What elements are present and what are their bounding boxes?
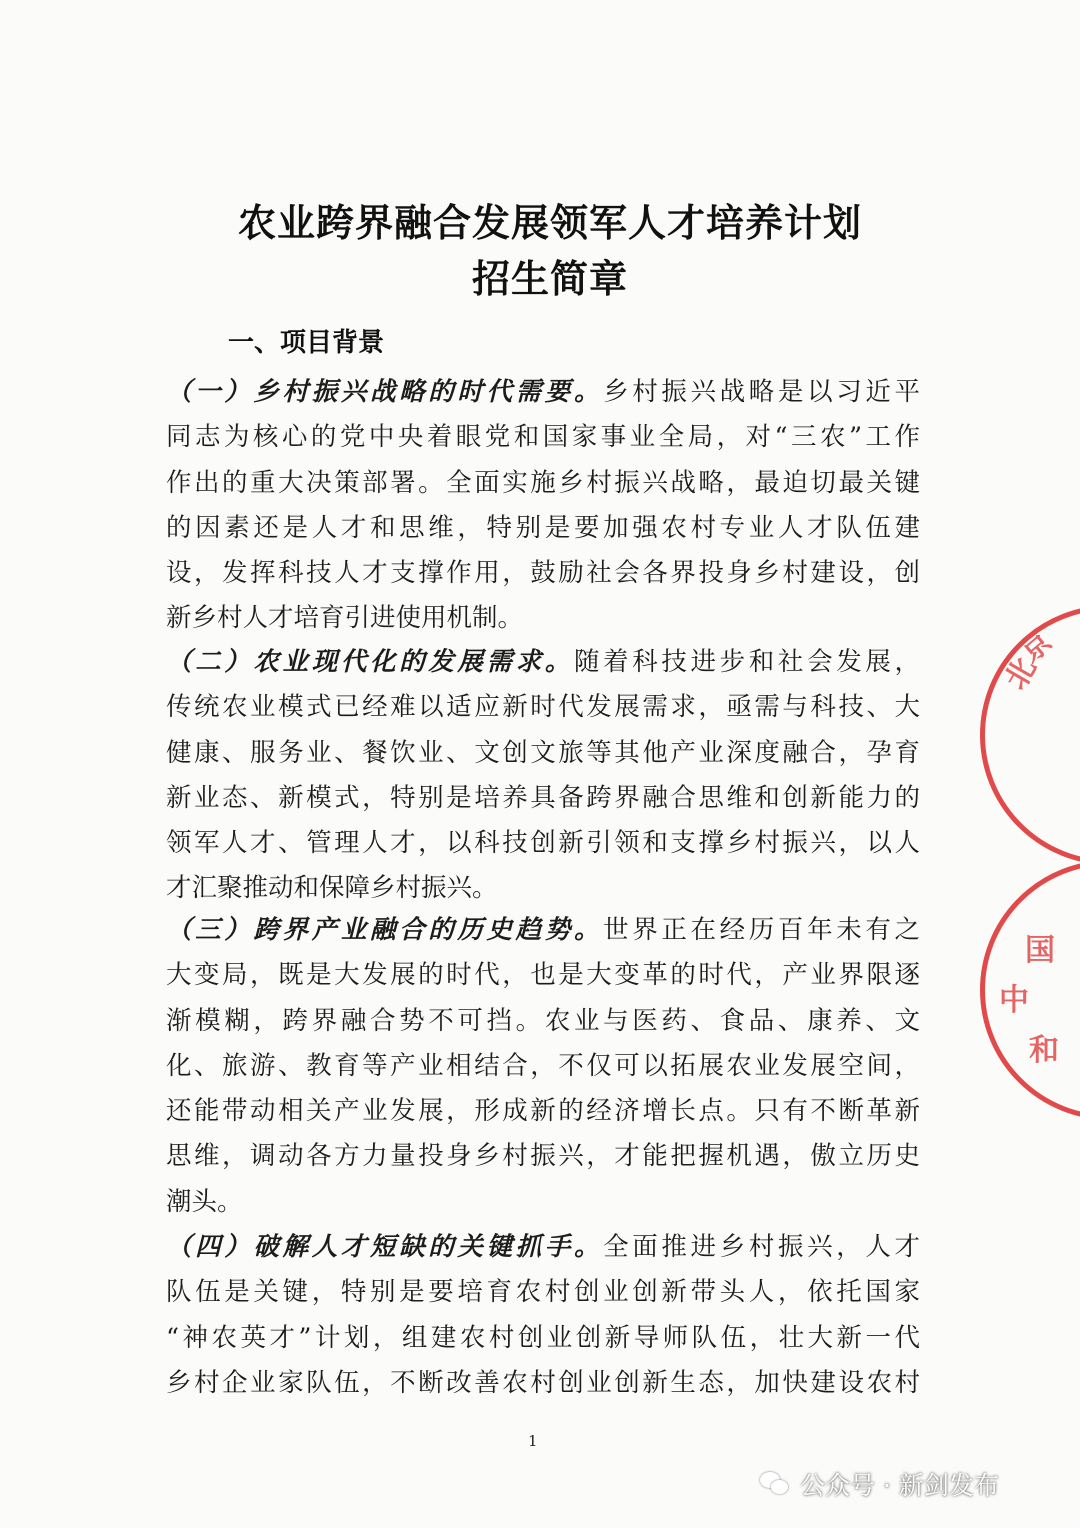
document-title: 农业跨界融合发展领军人才培养计划	[237, 201, 862, 245]
text-line: “神农英才”计划，组建农村创业创新导师队伍，壮大新一代	[166, 1322, 920, 1353]
text-line: 同志为核心的党中央着眼党和国家事业全局，对“三农”工作	[166, 422, 920, 453]
text-line: 思维，调动各方力量投身乡村振兴，才能把握机遇，傲立历史	[166, 1141, 920, 1172]
text-line: 领军人才、管理人才，以科技创新引领和支撑乡村振兴，以人	[166, 828, 920, 859]
page-number: 1	[528, 1432, 538, 1450]
paragraph-2: （二）农业现代化的发展需求。随着科技进步和社会发展， 传统农业模式已经难以适应新时代发展需求，亟需与科技、大 健康、服务业、餐饮业、文创文旅等其他产业深度融合，孕育 新业态、新模式，特别是培养具备跨界融合思维和创新能力的 领军人才、管理人才，以科技创新引领和支撑乡村振兴，以人 才汇聚推动和保障乡村振兴。	[166, 640, 920, 912]
official-seal-upper	[980, 605, 1080, 865]
watermark-text: 公众号 · 新剑发布	[800, 1471, 999, 1500]
paragraph-3: （三）跨界产业融合的历史趋势。世界正在经历百年未有之 大变局，既是大发展的时代，也是大变革的时代，产业界限逐 渐模糊，跨界融合势不可挡。农业与医药、食品、康养、文 化、旅游、教育等产业相结合，不仅可以拓展农业发展空间， 还能带动相关产业发展，形成新的经济增长点。只有不断革新 思维，调动各方力量投身乡村振兴，才能把握机遇，傲立历史 潮头。	[166, 908, 920, 1225]
text-line: 才汇聚推动和保障乡村振兴。	[166, 873, 498, 904]
text-line: 新乡村人才培育引进使用机制。	[166, 603, 524, 634]
text-line: 设，发挥科技人才支撑作用，鼓励社会各界投身乡村建设，创	[166, 558, 920, 589]
wechat-watermark	[760, 1466, 999, 1502]
paragraph-lead: （一）乡村振兴战略的时代需要。	[166, 377, 604, 407]
seal-text: 北	[998, 652, 1044, 696]
paragraph-lead: （二）农业现代化的发展需求。	[166, 647, 574, 677]
text-line: 健康、服务业、餐饮业、文创文旅等其他产业深度融合，孕育	[166, 737, 920, 768]
paragraph-1: （一）乡村振兴战略的时代需要。乡村振兴战略是以习近平 同志为核心的党中央着眼党和国家事业全局，对“三农”工作 作出的重大决策部署。全面实施乡村振兴战略，最迫切最关键 的因素还是人才和思维，特别是要加强农村专业人才队伍建 设，发挥科技人才支撑作用，鼓励社会各界投身乡村建设，创 新乡村人才培育引进使用机制。	[166, 370, 920, 642]
seal-text: 国	[1025, 933, 1055, 968]
text-line: 乡村企业家队伍，不断改善农村创业创新生态，加快建设农村	[166, 1367, 920, 1398]
text-line: 队伍是关键，特别是要培育农村创业创新带头人，依托国家	[166, 1277, 920, 1308]
official-seal-lower	[980, 860, 1080, 1120]
text-line: 作出的重大决策部署。全面实施乡村振兴战略，最迫切最关键	[166, 467, 920, 498]
text-line: 传统农业模式已经难以适应新时代发展需求，亟需与科技、大	[166, 692, 920, 723]
section-heading: 一、项目背景	[228, 328, 385, 358]
seal-text: 和	[1029, 1033, 1059, 1068]
text-line: 的因素还是人才和思维，特别是要加强农村专业人才队伍建	[166, 512, 920, 543]
paragraph-4: （四）破解人才短缺的关键抓手。全面推进乡村振兴，人才 队伍是关键，特别是要培育农村创业创新带头人，依托国家 “神农英才”计划，组建农村创业创新导师队伍，壮大新一代 乡村企业家队伍，不断改善农村创业创新生态，加快建设农村	[166, 1225, 920, 1406]
text-line: 新业态、新模式，特别是培养具备跨界融合思维和创新能力的	[166, 782, 920, 813]
text-line: 渐模糊，跨界融合势不可挡。农业与医药、食品、康养、文	[166, 1005, 920, 1036]
document-subtitle: 招生简章	[471, 257, 628, 301]
paragraph-lead: （三）跨界产业融合的历史趋势。	[166, 915, 604, 945]
text-line: 化、旅游、教育等产业相结合，不仅可以拓展农业发展空间，	[166, 1050, 920, 1081]
text-line: 还能带动相关产业发展，形成新的经济增长点。只有不断革新	[166, 1096, 920, 1127]
text-line: 大变局，既是大发展的时代，也是大变革的时代，产业界限逐	[166, 960, 920, 991]
text-line: 潮头。	[166, 1186, 243, 1217]
paragraph-lead: （四）破解人才短缺的关键抓手。	[166, 1232, 604, 1262]
seal-text: 京	[1013, 623, 1059, 670]
seal-text: 中	[999, 983, 1029, 1018]
wechat-icon	[760, 1472, 790, 1496]
